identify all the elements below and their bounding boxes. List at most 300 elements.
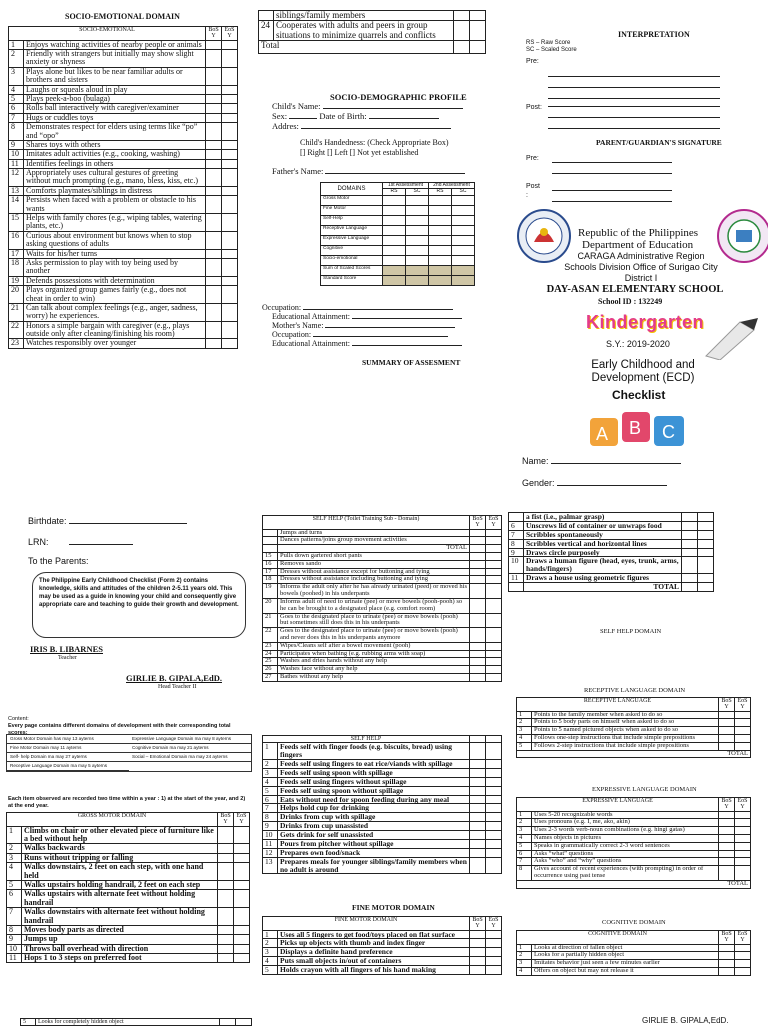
eos-checkbox[interactable]: [735, 960, 751, 968]
item-text: Offers on object but may not release it: [532, 968, 719, 976]
eos-checkbox[interactable]: [486, 529, 502, 537]
bos-checkbox[interactable]: [682, 530, 698, 539]
eos-checkbox[interactable]: [222, 186, 238, 195]
bos-checkbox[interactable]: [470, 768, 486, 777]
eos-checkbox[interactable]: [486, 839, 502, 848]
item-number: 17: [263, 568, 278, 576]
caraga: CARAGA Administrative Region: [577, 251, 705, 261]
father-label: Father's Name:: [272, 166, 324, 176]
bos-checkbox[interactable]: [206, 258, 222, 276]
score-cell[interactable]: [429, 255, 452, 265]
eos-checkbox[interactable]: [486, 658, 502, 666]
score-cell[interactable]: [452, 205, 475, 215]
birthdate-field[interactable]: [69, 523, 187, 524]
item-text: Imitates behavior just seen a few minutes earlier: [532, 960, 719, 968]
dob-field[interactable]: [369, 118, 439, 119]
eos-checkbox[interactable]: [222, 159, 238, 168]
division-header: [556, 251, 726, 284]
bos-checkbox[interactable]: [470, 822, 486, 831]
eos-checkbox[interactable]: [222, 140, 238, 149]
pre2-label: Pre:: [526, 155, 539, 162]
bos-checkbox[interactable]: [719, 711, 735, 719]
bos-checkbox[interactable]: [470, 584, 486, 599]
educ2-label: Educational Attainment:: [272, 339, 350, 348]
eos-checkbox[interactable]: [222, 214, 238, 232]
eos-checkbox[interactable]: [234, 844, 250, 853]
bos-checkbox[interactable]: [206, 40, 222, 49]
bos-checkbox[interactable]: [470, 568, 486, 576]
bos-checkbox[interactable]: [206, 94, 222, 103]
bos-checkbox[interactable]: [719, 866, 735, 881]
eos-checkbox[interactable]: [486, 822, 502, 831]
item-number: 13: [263, 857, 278, 874]
score-cell[interactable]: [452, 255, 475, 265]
bos-checkbox[interactable]: [470, 930, 486, 939]
educ-field[interactable]: [352, 318, 462, 319]
score-cell[interactable]: [406, 215, 429, 225]
eos-checkbox[interactable]: [486, 545, 502, 553]
score-cell[interactable]: [452, 245, 475, 255]
item-number: 5: [7, 880, 22, 889]
bos-checkbox[interactable]: [470, 598, 486, 613]
table-row: [509, 539, 714, 548]
eos-checkbox[interactable]: [486, 768, 502, 777]
score-cell[interactable]: [429, 275, 452, 285]
bos-checkbox[interactable]: [470, 613, 486, 628]
bos-checkbox[interactable]: [470, 642, 486, 650]
eos-checkbox[interactable]: [486, 576, 502, 584]
bos-checkbox[interactable]: [470, 848, 486, 857]
bos-checkbox[interactable]: [470, 939, 486, 948]
item-text: Pours from pitcher without spillage: [278, 839, 470, 848]
eos-checkbox[interactable]: [735, 827, 751, 835]
score-cell[interactable]: [406, 255, 429, 265]
bos-checkbox[interactable]: [682, 583, 698, 592]
eos-checkbox[interactable]: [222, 150, 238, 159]
bos-checkbox[interactable]: [206, 339, 222, 348]
eos-checkbox[interactable]: [698, 539, 714, 548]
eos-checkbox[interactable]: [222, 339, 238, 348]
item-number: [259, 11, 274, 21]
eos-checkbox[interactable]: [222, 231, 238, 249]
bos-checkbox[interactable]: [206, 49, 222, 67]
total-label: TOTAL: [517, 880, 751, 888]
handedness-options[interactable]: [] Right [] Left [] Not yet established: [300, 148, 419, 157]
score-cell[interactable]: [429, 235, 452, 245]
eos-checkbox[interactable]: [234, 863, 250, 881]
score-cell[interactable]: [452, 275, 475, 285]
score-cell[interactable]: [383, 245, 406, 255]
bos-checkbox[interactable]: [470, 560, 486, 568]
bos-checkbox[interactable]: [719, 835, 735, 843]
bos-checkbox[interactable]: [719, 811, 735, 819]
item-text: Washes and dries hands without any help: [278, 658, 470, 666]
eos-checkbox[interactable]: [222, 276, 238, 285]
eos-checkbox[interactable]: [735, 719, 751, 727]
self-help-toilet-table: [262, 515, 502, 682]
bos-checkbox[interactable]: [454, 21, 470, 41]
eos-checkbox[interactable]: [234, 880, 250, 889]
lrn-field[interactable]: [69, 544, 133, 545]
bos-checkbox[interactable]: [682, 521, 698, 530]
eos-checkbox[interactable]: [222, 249, 238, 258]
score-cell[interactable]: [406, 275, 429, 285]
table-row: [7, 826, 250, 844]
eos-checkbox[interactable]: [735, 858, 751, 866]
eos-checkbox[interactable]: [735, 711, 751, 719]
gender-field[interactable]: [557, 485, 667, 486]
score-cell[interactable]: [429, 245, 452, 255]
eos-checkbox[interactable]: [222, 303, 238, 321]
eos-checkbox[interactable]: [486, 957, 502, 966]
bos-checkbox[interactable]: [470, 628, 486, 643]
score-cell[interactable]: [383, 195, 406, 205]
lrn-label: LRN:: [28, 537, 49, 547]
bos-checkbox[interactable]: [218, 935, 234, 944]
eos-checkbox[interactable]: [222, 85, 238, 94]
eos-checkbox[interactable]: [222, 286, 238, 304]
bos-checkbox[interactable]: [470, 545, 486, 553]
bos-checkbox[interactable]: [682, 574, 698, 583]
bos-checkbox[interactable]: [206, 249, 222, 258]
item-text: Looks for a partially hidden object: [532, 952, 719, 960]
score-cell[interactable]: [406, 265, 429, 275]
eos-checkbox[interactable]: [470, 11, 486, 21]
bos-checkbox[interactable]: [470, 839, 486, 848]
eos-checkbox[interactable]: [486, 537, 502, 545]
bos-checkbox[interactable]: [470, 804, 486, 813]
score-cell[interactable]: [452, 265, 475, 275]
score-cell[interactable]: [452, 235, 475, 245]
eos-checkbox[interactable]: [486, 795, 502, 804]
item-text: Watches responsibly over younger: [24, 339, 206, 348]
eos-checkbox[interactable]: [486, 553, 502, 561]
eos-checkbox[interactable]: [735, 968, 751, 976]
occupation-field[interactable]: [303, 309, 453, 310]
score-cell[interactable]: [383, 215, 406, 225]
bos-checkbox[interactable]: [206, 150, 222, 159]
item-text: Runs without tripping or falling: [22, 853, 218, 862]
address-field[interactable]: [301, 128, 451, 129]
eos-checkbox[interactable]: [698, 574, 714, 583]
bos-checkbox[interactable]: [206, 214, 222, 232]
item-text: Draws circle purposely: [524, 548, 682, 557]
score-cell[interactable]: [383, 225, 406, 235]
item-number: 20: [9, 286, 24, 304]
bos-checkbox[interactable]: [470, 831, 486, 840]
eos-checkbox[interactable]: [735, 866, 751, 881]
bos-checkbox[interactable]: [206, 123, 222, 141]
item-text: Enjoys watching activities of nearby people or animals: [24, 40, 206, 49]
post2-lines[interactable]: [552, 180, 672, 202]
table-row: [9, 258, 238, 276]
eos-checkbox[interactable]: [486, 613, 502, 628]
score-cell[interactable]: [406, 245, 429, 255]
score-cell[interactable]: [383, 265, 406, 275]
bos-checkbox[interactable]: [719, 742, 735, 750]
bos-checkbox[interactable]: [218, 954, 234, 963]
table-row: [7, 844, 250, 853]
item-number: 20: [263, 598, 278, 613]
eos-checkbox[interactable]: [735, 952, 751, 960]
eos-checkbox[interactable]: [735, 735, 751, 743]
bos-checkbox[interactable]: [218, 944, 234, 953]
eos-checkbox[interactable]: [222, 113, 238, 122]
svg-text:B: B: [629, 418, 642, 438]
domain-row: [321, 205, 475, 215]
bos-checkbox[interactable]: [470, 650, 486, 658]
eos-checkbox[interactable]: [735, 819, 751, 827]
score-cell[interactable]: [383, 235, 406, 245]
bos-checkbox[interactable]: [470, 658, 486, 666]
eos-checkbox[interactable]: [486, 674, 502, 682]
score-cell[interactable]: [429, 215, 452, 225]
eos-checkbox[interactable]: [486, 939, 502, 948]
score-cell[interactable]: [406, 225, 429, 235]
sex-field[interactable]: [289, 118, 317, 119]
eos-checkbox[interactable]: [222, 169, 238, 187]
eos-checkbox[interactable]: [222, 94, 238, 103]
eos-checkbox[interactable]: [222, 321, 238, 339]
eos-checkbox[interactable]: [735, 727, 751, 735]
name-field[interactable]: [551, 463, 681, 464]
score-cell[interactable]: [429, 225, 452, 235]
bos-checkbox[interactable]: [206, 104, 222, 113]
score-cell[interactable]: [452, 195, 475, 205]
bos-checkbox[interactable]: [719, 727, 735, 735]
bos-checkbox[interactable]: [470, 795, 486, 804]
legend: [526, 40, 577, 54]
bos-checkbox[interactable]: [719, 827, 735, 835]
score-cell[interactable]: [429, 265, 452, 275]
score-cell[interactable]: [383, 205, 406, 215]
eos-checkbox[interactable]: [698, 548, 714, 557]
bos-checkbox[interactable]: [218, 908, 234, 926]
crayon-icon: [700, 316, 760, 360]
bos-checkbox[interactable]: [719, 944, 735, 952]
post-lines[interactable]: [548, 96, 720, 129]
bos-checkbox[interactable]: [206, 85, 222, 94]
cognitive-continued-table: [20, 1018, 252, 1026]
bos-checkbox[interactable]: [470, 537, 486, 545]
eos-checkbox[interactable]: [234, 890, 250, 908]
head-teacher-name: GIRLIE B. GIPALA,EdD.: [126, 673, 222, 683]
eos-checkbox[interactable]: [222, 67, 238, 85]
bottom-item: Looks for completely hidden object: [36, 1019, 220, 1026]
bos-checkbox[interactable]: [719, 719, 735, 727]
item-number: 10: [7, 944, 22, 953]
bos-checkbox[interactable]: [206, 321, 222, 339]
eos-checkbox[interactable]: [486, 966, 502, 975]
bos-checkbox[interactable]: [206, 231, 222, 249]
table-row: [263, 628, 502, 643]
post2-colon: :: [526, 192, 528, 199]
bos-checkbox[interactable]: [470, 760, 486, 769]
eos-checkbox[interactable]: [698, 583, 714, 592]
eos-checkbox[interactable]: [486, 786, 502, 795]
pre2-lines[interactable]: [552, 152, 672, 174]
bos-checkbox[interactable]: [454, 11, 470, 21]
eos-checkbox[interactable]: [486, 560, 502, 568]
eos-checkbox[interactable]: [470, 21, 486, 41]
eos-checkbox[interactable]: [486, 804, 502, 813]
eos-checkbox[interactable]: [234, 925, 250, 934]
eos-checkbox[interactable]: [735, 835, 751, 843]
score-cell[interactable]: [452, 225, 475, 235]
bos-checkbox[interactable]: [206, 67, 222, 85]
bos-checkbox[interactable]: [719, 858, 735, 866]
bos-checkbox[interactable]: [470, 813, 486, 822]
bos-checkbox[interactable]: [206, 140, 222, 149]
bos-checkbox[interactable]: [470, 786, 486, 795]
eos-checkbox[interactable]: [234, 935, 250, 944]
bos-checkbox[interactable]: [218, 863, 234, 881]
item-text: Dances patterns/joins group movement activities: [278, 537, 470, 545]
bos-checkbox[interactable]: [206, 169, 222, 187]
item-text: Helps hold cup for drinking: [278, 804, 470, 813]
eos-checkbox[interactable]: [222, 123, 238, 141]
bos-checkbox[interactable]: [682, 548, 698, 557]
bos-checkbox[interactable]: [470, 957, 486, 966]
bos-checkbox[interactable]: [719, 850, 735, 858]
bos-checkbox[interactable]: [218, 853, 234, 862]
bos-checkbox[interactable]: [470, 777, 486, 786]
eos-checkbox[interactable]: [486, 831, 502, 840]
bos-checkbox[interactable]: [206, 276, 222, 285]
child-name-field[interactable]: [323, 108, 463, 109]
bos-checkbox[interactable]: [682, 539, 698, 548]
eos-checkbox[interactable]: [486, 930, 502, 939]
score-cell[interactable]: [452, 215, 475, 225]
eos-checkbox[interactable]: [486, 777, 502, 786]
eos-checkbox[interactable]: [486, 760, 502, 769]
bos-checkbox[interactable]: [719, 819, 735, 827]
domain-count-item: Cognitive Domain ma may 21 ayterns: [129, 744, 251, 753]
fine-motor-continued-table: [508, 512, 714, 592]
eos-checkbox[interactable]: [735, 944, 751, 952]
occupation2-field[interactable]: [313, 336, 448, 337]
bos-checkbox[interactable]: [682, 513, 698, 522]
eos-checkbox[interactable]: [486, 857, 502, 874]
eos-checkbox[interactable]: [222, 104, 238, 113]
father-field[interactable]: [325, 173, 465, 174]
score-cell[interactable]: [429, 195, 452, 205]
eos-checkbox[interactable]: [486, 650, 502, 658]
eos-checkbox[interactable]: [486, 813, 502, 822]
item-text: Waits for his/her turns: [24, 249, 206, 258]
bos-checkbox[interactable]: [470, 966, 486, 975]
domain-count-item: Fine Motor Domain may 11 ayterns: [7, 744, 129, 753]
bos-checkbox[interactable]: [218, 880, 234, 889]
eos-checkbox[interactable]: [486, 948, 502, 957]
item-number: 2: [263, 939, 278, 948]
eos-checkbox[interactable]: [698, 521, 714, 530]
eos-checkbox[interactable]: [486, 642, 502, 650]
bos-checkbox[interactable]: [206, 186, 222, 195]
head-teacher-role: Head Teacher II: [158, 684, 197, 690]
eos-checkbox[interactable]: [486, 584, 502, 599]
bos-checkbox[interactable]: [470, 553, 486, 561]
bos-checkbox[interactable]: [470, 666, 486, 674]
eos-checkbox[interactable]: [735, 811, 751, 819]
mother-field[interactable]: [325, 327, 455, 328]
score-cell[interactable]: [429, 205, 452, 215]
educ2-field[interactable]: [352, 345, 462, 346]
bos-checkbox[interactable]: [719, 968, 735, 976]
eos-checkbox[interactable]: [234, 944, 250, 953]
item-number: 11: [9, 159, 24, 168]
bos-checkbox[interactable]: [470, 674, 486, 682]
score-cell[interactable]: [406, 195, 429, 205]
bos-checkbox[interactable]: [206, 159, 222, 168]
pre-lines[interactable]: [548, 66, 720, 99]
eos-checkbox[interactable]: [234, 908, 250, 926]
score-cell[interactable]: [406, 235, 429, 245]
bos-checkbox[interactable]: [719, 735, 735, 743]
eos-checkbox[interactable]: [486, 743, 502, 760]
eos-checkbox[interactable]: [486, 666, 502, 674]
eos-checkbox[interactable]: [234, 826, 250, 844]
bos-checkbox[interactable]: [206, 196, 222, 214]
eos-checkbox[interactable]: [486, 848, 502, 857]
bos-checkbox[interactable]: [470, 576, 486, 584]
item-number: 1: [517, 711, 532, 719]
score-cell[interactable]: [406, 205, 429, 215]
eos-checkbox[interactable]: [698, 530, 714, 539]
bos-checkbox[interactable]: [470, 948, 486, 957]
item-text: Drinks from cup with spillage: [278, 813, 470, 822]
eos-checkbox[interactable]: [222, 196, 238, 214]
bos-checkbox[interactable]: [470, 743, 486, 760]
eos-checkbox[interactable]: [735, 742, 751, 750]
eos-checkbox[interactable]: [234, 853, 250, 862]
bos-checkbox[interactable]: [218, 890, 234, 908]
item-number: 4: [7, 863, 22, 881]
bos-checkbox[interactable]: [218, 826, 234, 844]
eos-checkbox[interactable]: [735, 850, 751, 858]
bos-checkbox[interactable]: [218, 844, 234, 853]
bos-checkbox[interactable]: [470, 529, 486, 537]
item-number: 19: [263, 584, 278, 599]
eos-checkbox[interactable]: [222, 258, 238, 276]
eos-checkbox[interactable]: [222, 40, 238, 49]
handedness: [300, 138, 449, 158]
cog-title: COGNITIVE DOMAIN: [602, 919, 666, 926]
eos-checkbox[interactable]: [698, 513, 714, 522]
eos-checkbox[interactable]: [234, 954, 250, 963]
bos-checkbox[interactable]: [206, 286, 222, 304]
bos-checkbox[interactable]: [206, 113, 222, 122]
eos-checkbox[interactable]: [698, 557, 714, 574]
eos-checkbox[interactable]: [486, 568, 502, 576]
bos-checkbox[interactable]: [470, 857, 486, 874]
bos-checkbox[interactable]: [206, 303, 222, 321]
score-cell[interactable]: [383, 255, 406, 265]
bos-checkbox[interactable]: [682, 557, 698, 574]
eos-checkbox[interactable]: [222, 49, 238, 67]
bos-checkbox[interactable]: [719, 842, 735, 850]
item-text: Gets drink for self unassisted: [278, 831, 470, 840]
item-text: Names objects in pictures: [532, 835, 719, 843]
bos-checkbox[interactable]: [719, 960, 735, 968]
bos-checkbox[interactable]: [719, 952, 735, 960]
eos-checkbox[interactable]: [735, 842, 751, 850]
table-row: [263, 743, 502, 760]
bos-checkbox[interactable]: [218, 925, 234, 934]
eos-checkbox[interactable]: [486, 598, 502, 613]
eos-checkbox[interactable]: [486, 628, 502, 643]
score-cell[interactable]: [383, 275, 406, 285]
